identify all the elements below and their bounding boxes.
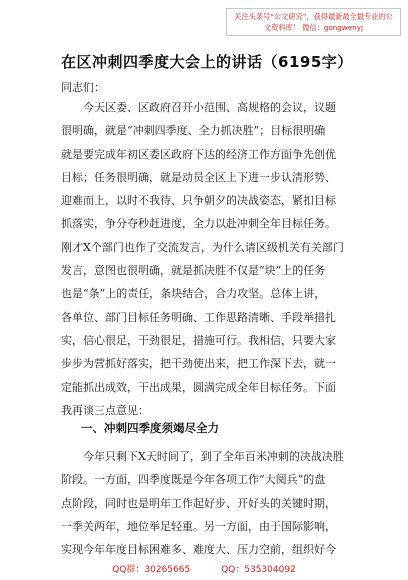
qq-number-text: QQ：535304092	[221, 565, 296, 575]
text-line: 也是“条”上的责任，条块结合，合力攻坚。总体上讲，	[61, 287, 326, 301]
paragraph-1	[61, 96, 352, 422]
text-line: 就是要完成年初区委区政府下达的经济工作方面争先创优	[61, 147, 336, 161]
text-line: 迎难而上，以时不我待、只争朝夕的决战姿态，紧扣目标	[61, 194, 336, 208]
text-line: 点阶段，同时也是明年工作起好步、开好头的关键时期，	[61, 496, 336, 510]
text-line: 刚才X个部门也作了交流发言，为什么请区级机关有关部门	[61, 240, 344, 254]
contact-footer	[0, 562, 408, 575]
text-line: 今天区委、区政府召开小范围、高规格的会议，议题	[83, 101, 336, 114]
paragraph-2	[61, 445, 352, 561]
text-line: 很明确，就是“冲刺四季度、全力抓决胜”；目标很明确	[61, 124, 326, 138]
text-line: 发言，意图也很明确，就是抓决胜不仅是“块”上的任务	[61, 264, 326, 278]
document-title: 在区冲刺四季度大会上的讲话（6195字）	[61, 53, 353, 71]
text-line: 今年只剩下X天时间了，到了全年百米冲刺的决战决胜	[83, 450, 344, 463]
text-line: 抓落实，争分夺秒赶进度，全力以赴冲刺全年目标任务。	[61, 217, 336, 231]
text-line: 实现今年年度目标困难多、难度大、压力空前，组织好今	[61, 543, 336, 557]
promo-banner	[226, 8, 401, 36]
salutation: 同志们：	[61, 81, 105, 94]
text-line: 各单位、部门目标任务明确、工作思路清晰、手段举措扎	[61, 310, 336, 324]
text-line: 一季关两年，地位举足轻重。另一方面，由于国际影响，	[61, 519, 336, 533]
text-line: 实，信心很足，干劲很足，措施可行。我相信，只要大家	[61, 333, 336, 347]
text-line: 目标；任务很明确，就是动员全区上下进一步认清形势、	[61, 170, 336, 184]
text-line: 阶段。一方面，四季度既是今年各项工作“大阅兵”的盘	[61, 473, 326, 487]
promo-banner-text: 关注头条号“公文研究”，获得最新最全最专业的公文资料库！ 微信：gongwenyj	[234, 12, 393, 32]
qq-group-text: QQ群：30265665	[112, 565, 191, 575]
section-heading-1: 一、冲刺四季度须竭尽全力	[81, 421, 219, 435]
text-line: 定能抓出成效，干出成果，圆满完成全年目标任务。下面	[61, 380, 336, 394]
text-line: 步步为营抓好落实，把干劲使出来，把工作深下去，就一	[61, 357, 336, 371]
text-line: 我再谈三点意见：	[61, 403, 149, 417]
